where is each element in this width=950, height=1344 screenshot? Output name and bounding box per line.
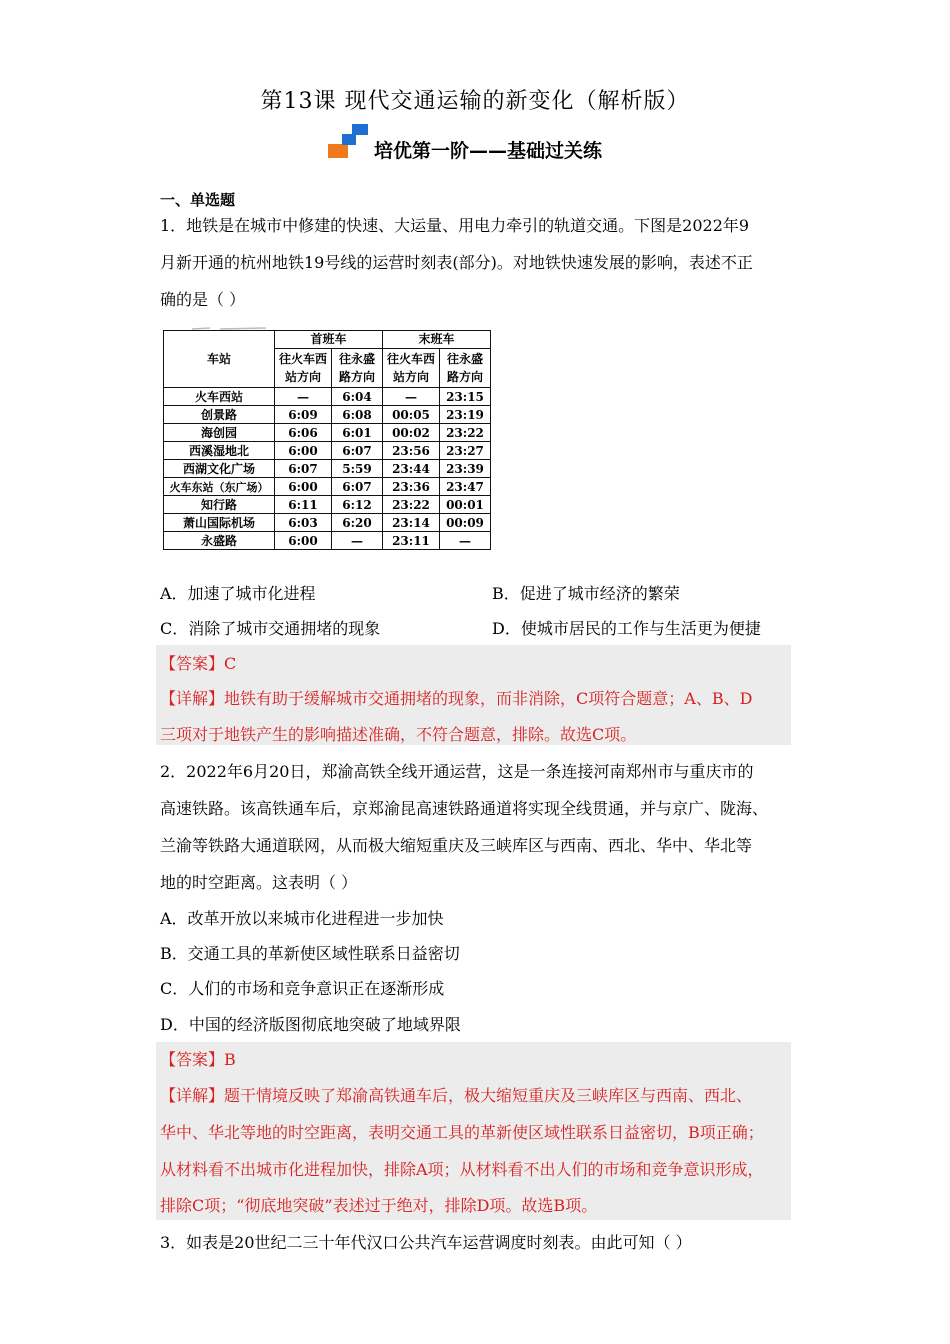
time-cell: 23:27 [440,442,491,460]
time-cell: 6:11 [275,496,332,514]
q1-line-2: 月新开通的杭州地铁19号线的运营时刻表(部分)。对地铁快速发展的影响，表述不正 [160,253,753,272]
time-cell: 6:01 [332,424,383,442]
q2-line-4: 地的时空距离。这表明（ ） [160,873,358,892]
answer-tag: 【答案】 [160,654,225,673]
time-cell: 6:00 [275,532,332,550]
banner-text: 培优第一阶——基础过关练 [374,140,603,162]
station-name: 永盛路 [164,532,275,550]
station-name: 创景路 [164,406,275,424]
time-cell: 6:12 [332,496,383,514]
table-row [164,406,491,424]
time-cell: 6:20 [332,514,383,532]
q2-option-c: C．人们的市场和竞争意识正在逐渐形成 [160,979,445,998]
time-cell: 00:05 [383,406,440,424]
q1-option-b: B．促进了城市经济的繁荣 [492,584,680,603]
station-name: 火车东站（东广场） [164,478,275,496]
detail-text: 题干情境反映了郑渝高铁通车后，极大缩短重庆及三峡库区与西南、西北、 [224,1086,753,1105]
time-cell: 6:04 [332,388,383,406]
q2-detail-line-4: 排除C项；“彻底地突破”表述过于绝对，排除D项。故选B项。 [160,1196,598,1215]
time-cell: 23:22 [383,496,440,514]
detail-tag: 【详解】 [160,1086,225,1105]
time-cell: 6:00 [275,478,332,496]
time-cell: — [275,388,332,406]
section-heading: 一、单选题 [160,191,236,209]
answer-value: C [224,654,237,673]
time-cell: 6:03 [275,514,332,532]
table-row [164,496,491,514]
table-header-dir2: 往永盛路方向 [440,349,491,388]
q2-option-b: B．交通工具的革新使区域性联系日益密切 [160,944,460,963]
time-cell: 6:07 [275,460,332,478]
q1-line-3: 确的是（ ） [160,290,246,309]
table-row [164,424,491,442]
time-cell: 6:07 [332,442,383,460]
time-cell: 6:08 [332,406,383,424]
answer-value: B [224,1050,236,1069]
time-cell: 00:09 [440,514,491,532]
q1-option-a: A．加速了城市化进程 [160,584,316,603]
q1-option-c: C．消除了城市交通拥堵的现象 [160,619,381,638]
detail-text: 地铁有助于缓解城市交通拥堵的现象，而非消除，C项符合题意；A、B、D [224,689,753,708]
station-name: 萧山国际机场 [164,514,275,532]
table-row [164,514,491,532]
station-name: 西溪湿地北 [164,442,275,460]
q2-detail-line-2: 华中、华北等地的时空距离，表明交通工具的革新使区域性联系日益密切，B项正确； [160,1123,764,1142]
steps-icon [328,122,372,162]
table-header-first-train: 首班车 [275,331,383,349]
table-header-station: 车站 [164,331,275,388]
station-name: 西湖文化广场 [164,460,275,478]
time-cell: 23:47 [440,478,491,496]
q2-line-2: 高速铁路。该高铁通车后，京郑渝昆高速铁路通道将实现全线贯通，并与京广、陇海、 [160,799,769,818]
time-cell: 23:39 [440,460,491,478]
time-cell: 23:14 [383,514,440,532]
time-cell: — [332,532,383,550]
time-cell: 23:19 [440,406,491,424]
q2-line-1: 2．2022年6月20日，郑渝高铁全线开通运营，这是一条连接河南郑州市与重庆市的 [160,762,754,781]
q1-line-1: 1．地铁是在城市中修建的快速、大运量、用电力牵引的轨道交通。下图是2022年9 [160,216,750,235]
scan-smudge [190,316,268,322]
time-cell: 00:02 [383,424,440,442]
q2-answer [160,1047,236,1070]
q3-line-1: 3．如表是20世纪二三十年代汉口公共汽车运营调度时刻表。由此可知（ ） [160,1233,692,1252]
time-cell: 5:59 [332,460,383,478]
time-cell: 6:09 [275,406,332,424]
table-header-last-train: 末班车 [383,331,491,349]
q2-answer-box [156,1042,791,1220]
time-cell: 23:44 [383,460,440,478]
q1-option-d: D．使城市居民的工作与生活更为便捷 [492,619,761,638]
detail-tag: 【详解】 [160,689,225,708]
time-cell: 6:06 [275,424,332,442]
time-cell: 6:00 [275,442,332,460]
q2-option-a: A．改革开放以来城市化进程进一步加快 [160,909,444,928]
page-title: 第13课 现代交通运输的新变化（解析版） [260,89,690,114]
table-row [164,532,491,550]
q2-option-d: D．中国的经济版图彻底地突破了地域界限 [160,1015,461,1034]
time-cell: 6:07 [332,478,383,496]
table-row [164,460,491,478]
station-name: 知行路 [164,496,275,514]
time-cell: — [383,388,440,406]
q2-detail-line-3: 从材料看不出城市化进程加快，排除A项；从材料看不出人们的市场和竞争意识形成， [160,1160,764,1179]
station-name: 海创园 [164,424,275,442]
table-header-dir2: 往永盛路方向 [332,349,383,388]
table-header-dir1: 往火车西站方向 [275,349,332,388]
q1-detail-line-1 [160,686,752,709]
time-cell: 23:56 [383,442,440,460]
timetable [163,330,491,550]
q2-detail-line-1 [160,1083,752,1106]
q2-line-3: 兰渝等铁路大通道联网，从而极大缩短重庆及三峡库区与西南、西北、华中、华北等 [160,836,753,855]
answer-tag: 【答案】 [160,1050,225,1069]
time-cell: 23:36 [383,478,440,496]
time-cell: 23:11 [383,532,440,550]
time-cell: — [440,532,491,550]
q1-answer [160,651,236,674]
station-name: 火车西站 [164,388,275,406]
q1-detail-line-2: 三项对于地铁产生的影响描述准确，不符合题意，排除。故选C项。 [160,725,637,744]
time-cell: 23:22 [440,424,491,442]
table-header-dir1: 往火车西站方向 [383,349,440,388]
table-row [164,388,491,406]
table-row [164,442,491,460]
time-cell: 23:15 [440,388,491,406]
time-cell: 00:01 [440,496,491,514]
table-row [164,478,491,496]
q1-answer-box [156,645,791,745]
